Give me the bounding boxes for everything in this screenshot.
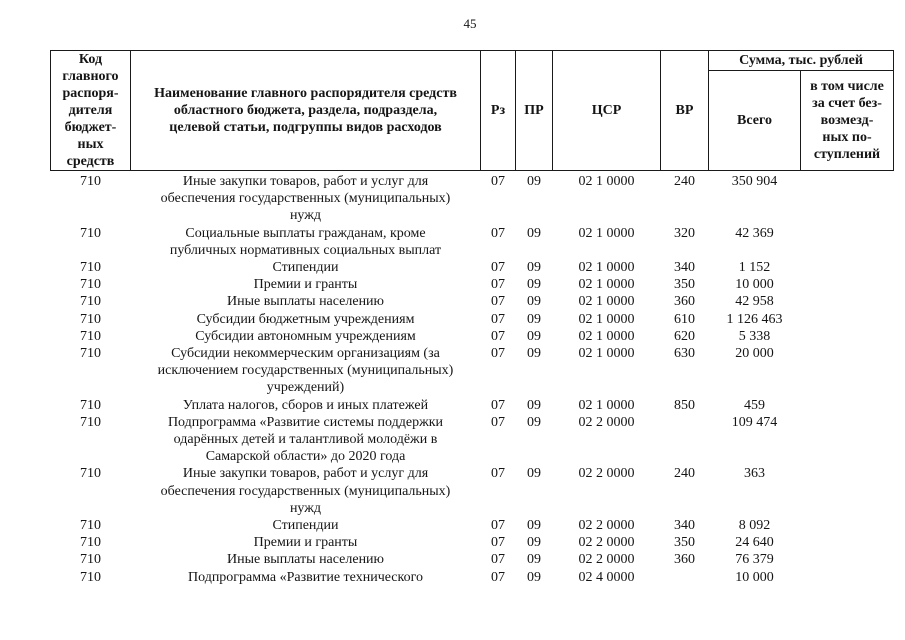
- row-total-cell: 42 369: [735, 225, 774, 241]
- row-csr-cell: 02 2 0000: [578, 518, 635, 534]
- row-gratuitous-cell: [801, 259, 894, 276]
- table-row: [51, 569, 894, 586]
- row-csr-cell: 02 1 0000: [578, 346, 635, 362]
- row-rz-cell: 07: [491, 397, 505, 413]
- row-pr-cell: 09: [527, 225, 541, 241]
- row-gratuitous-cell: [801, 225, 894, 259]
- table-row: [51, 397, 894, 414]
- header-code: Код главного распоря- дителя бюджет- ных средств: [51, 51, 131, 171]
- row-total-cell: 459: [744, 397, 765, 413]
- row-gratuitous-cell: [801, 569, 894, 586]
- row-code-cell: 710: [80, 552, 101, 568]
- row-name-cell: Подпрограмма «Развитие системы поддержки одарённых детей и талантливой молодёжи в Самарской области» до 2020 года: [167, 414, 444, 465]
- row-pr-cell: 09: [527, 277, 541, 293]
- row-pr-cell: 09: [527, 569, 541, 585]
- row-vr-cell: 240: [674, 466, 695, 482]
- row-csr-cell: 02 2 0000: [578, 535, 635, 551]
- row-vr-cell: 360: [674, 294, 695, 310]
- header-pr: ПР: [516, 51, 553, 171]
- row-total-cell: 109 474: [731, 414, 778, 430]
- row-gratuitous-cell: [801, 293, 894, 310]
- header-sum: Сумма, тыс. рублей: [709, 51, 894, 71]
- row-rz-cell: 07: [491, 328, 505, 344]
- row-pr-cell: 09: [527, 518, 541, 534]
- row-gratuitous-cell: [801, 171, 894, 225]
- row-rz-cell: 07: [491, 569, 505, 585]
- row-name-cell: Иные выплаты населению: [226, 294, 385, 310]
- table-row: [51, 345, 894, 397]
- row-rz-cell: 07: [491, 311, 505, 327]
- row-csr-cell: 02 1 0000: [578, 277, 635, 293]
- row-gratuitous-cell: [801, 414, 894, 466]
- row-rz-cell: 07: [491, 518, 505, 534]
- row-code-cell: 710: [80, 397, 101, 413]
- row-pr-cell: 09: [527, 311, 541, 327]
- row-total-cell: 42 958: [735, 294, 774, 310]
- table-body: [51, 171, 894, 586]
- row-pr-cell: 09: [527, 414, 541, 430]
- header-rz: Рз: [481, 51, 516, 171]
- header-gratuitous: в том числе за счет без- возмезд- ных по- ступлений: [801, 71, 894, 171]
- row-csr-cell: 02 4 0000: [578, 569, 635, 585]
- row-csr-cell: 02 2 0000: [578, 414, 635, 430]
- row-csr-cell: 02 1 0000: [578, 328, 635, 344]
- row-name-cell: Субсидии некоммерческим организациям (за исключением государственных (муниципальных) учреждений): [157, 346, 454, 396]
- row-csr-cell: 02 2 0000: [578, 552, 635, 568]
- row-gratuitous-cell: [801, 345, 894, 397]
- row-code-cell: 710: [80, 518, 101, 534]
- row-code-cell: 710: [80, 294, 101, 310]
- row-gratuitous-cell: [801, 328, 894, 345]
- row-csr-cell: 02 1 0000: [578, 174, 635, 189]
- row-total-cell: 8 092: [738, 518, 771, 534]
- row-csr-cell: 02 1 0000: [578, 294, 635, 310]
- row-name-cell: Иные закупки товаров, работ и услуг для обеспечения государственных (муниципальных) нужд: [160, 466, 451, 516]
- row-gratuitous-cell: [801, 465, 894, 517]
- row-vr-cell: 350: [674, 277, 695, 293]
- table-row: [51, 328, 894, 345]
- row-pr-cell: 09: [527, 294, 541, 310]
- row-rz-cell: 07: [491, 277, 505, 293]
- row-total-cell: 363: [744, 466, 765, 482]
- row-total-cell: 5 338: [738, 328, 771, 344]
- header-total: Всего: [709, 71, 801, 171]
- row-code-cell: 710: [80, 535, 101, 551]
- row-code-cell: 710: [80, 466, 101, 482]
- table-row: [51, 311, 894, 328]
- row-pr-cell: 09: [527, 346, 541, 362]
- row-vr-cell: 350: [674, 535, 695, 551]
- row-vr-cell: 340: [674, 260, 695, 276]
- row-vr-cell: 240: [674, 174, 695, 189]
- row-total-cell: 24 640: [735, 535, 774, 551]
- header-csr: ЦСР: [553, 51, 661, 171]
- table-header: [51, 51, 894, 171]
- row-name-cell: Премии и гранты: [253, 535, 358, 551]
- row-vr-cell: 630: [674, 346, 695, 362]
- row-rz-cell: 07: [491, 225, 505, 241]
- row-code-cell: 710: [80, 260, 101, 276]
- row-name-cell: Иные выплаты населению: [226, 552, 385, 568]
- header-row: [51, 51, 894, 71]
- row-pr-cell: 09: [527, 535, 541, 551]
- table-row: [51, 517, 894, 534]
- table-row: [51, 171, 894, 225]
- row-csr-cell: 02 2 0000: [578, 466, 635, 482]
- row-gratuitous-cell: [801, 517, 894, 534]
- row-name-cell: Субсидии бюджетным учреждениям: [196, 311, 415, 327]
- row-code-cell: 710: [80, 225, 101, 241]
- row-vr-cell: [661, 414, 709, 466]
- row-total-cell: 350 904: [731, 174, 778, 189]
- row-rz-cell: 07: [491, 174, 505, 189]
- row-total-cell: 1 126 463: [726, 311, 783, 327]
- row-name-cell: Стипендии: [272, 518, 339, 534]
- row-name-cell: Социальные выплаты гражданам, кроме публичных нормативных социальных выплат: [169, 225, 442, 258]
- row-total-cell: 1 152: [738, 260, 771, 276]
- row-total-cell: 10 000: [735, 569, 774, 585]
- table-row: [51, 293, 894, 310]
- row-code-cell: 710: [80, 346, 101, 362]
- table-row: [51, 465, 894, 517]
- row-vr-cell: 620: [674, 328, 695, 344]
- row-pr-cell: 09: [527, 260, 541, 276]
- row-name-cell: Премии и гранты: [253, 277, 358, 293]
- page-number: 45: [463, 16, 477, 31]
- row-rz-cell: 07: [491, 414, 505, 430]
- row-vr-cell: 610: [674, 311, 695, 327]
- row-code-cell: 710: [80, 328, 101, 344]
- row-name-cell: Иные закупки товаров, работ и услуг для обеспечения государственных (муниципальных) нужд: [160, 174, 451, 224]
- row-name-cell: Субсидии автономным учреждениям: [195, 328, 416, 344]
- row-code-cell: 710: [80, 174, 101, 189]
- row-vr-cell: 320: [674, 225, 695, 241]
- budget-table: [50, 50, 894, 586]
- row-name-cell: Подпрограмма «Развитие технического: [187, 569, 423, 585]
- row-pr-cell: 09: [527, 174, 541, 189]
- row-pr-cell: 09: [527, 466, 541, 482]
- row-vr-cell: 340: [674, 518, 695, 534]
- row-gratuitous-cell: [801, 551, 894, 568]
- row-pr-cell: 09: [527, 328, 541, 344]
- row-pr-cell: 09: [527, 552, 541, 568]
- row-rz-cell: 07: [491, 535, 505, 551]
- table-row: [51, 225, 894, 259]
- row-name-cell: Уплата налогов, сборов и иных платежей: [182, 397, 429, 413]
- row-name-cell: Стипендии: [272, 260, 339, 276]
- row-vr-cell: 850: [674, 397, 695, 413]
- table-row: [51, 414, 894, 466]
- row-gratuitous-cell: [801, 397, 894, 414]
- table-row: [51, 534, 894, 551]
- row-gratuitous-cell: [801, 534, 894, 551]
- row-rz-cell: 07: [491, 346, 505, 362]
- row-total-cell: 10 000: [735, 277, 774, 293]
- row-pr-cell: 09: [527, 397, 541, 413]
- row-csr-cell: 02 1 0000: [578, 397, 635, 413]
- row-vr-cell: 360: [674, 552, 695, 568]
- table-row: [51, 276, 894, 293]
- header-vr: ВР: [661, 51, 709, 171]
- row-rz-cell: 07: [491, 466, 505, 482]
- row-csr-cell: 02 1 0000: [578, 225, 635, 241]
- row-vr-cell: [661, 569, 709, 586]
- row-rz-cell: 07: [491, 552, 505, 568]
- row-csr-cell: 02 1 0000: [578, 260, 635, 276]
- row-gratuitous-cell: [801, 311, 894, 328]
- row-code-cell: 710: [80, 311, 101, 327]
- row-csr-cell: 02 1 0000: [578, 311, 635, 327]
- row-gratuitous-cell: [801, 276, 894, 293]
- table-row: [51, 551, 894, 568]
- row-code-cell: 710: [80, 414, 101, 430]
- row-code-cell: 710: [80, 277, 101, 293]
- table-row: [51, 259, 894, 276]
- header-name: Наименование главного распорядителя средств областного бюджета, раздела, подраздела, целевой статьи, подгруппы видов расходов: [131, 51, 481, 171]
- row-code-cell: 710: [80, 569, 101, 585]
- row-rz-cell: 07: [491, 260, 505, 276]
- row-total-cell: 20 000: [735, 346, 774, 362]
- row-total-cell: 76 379: [735, 552, 774, 568]
- row-rz-cell: 07: [491, 294, 505, 310]
